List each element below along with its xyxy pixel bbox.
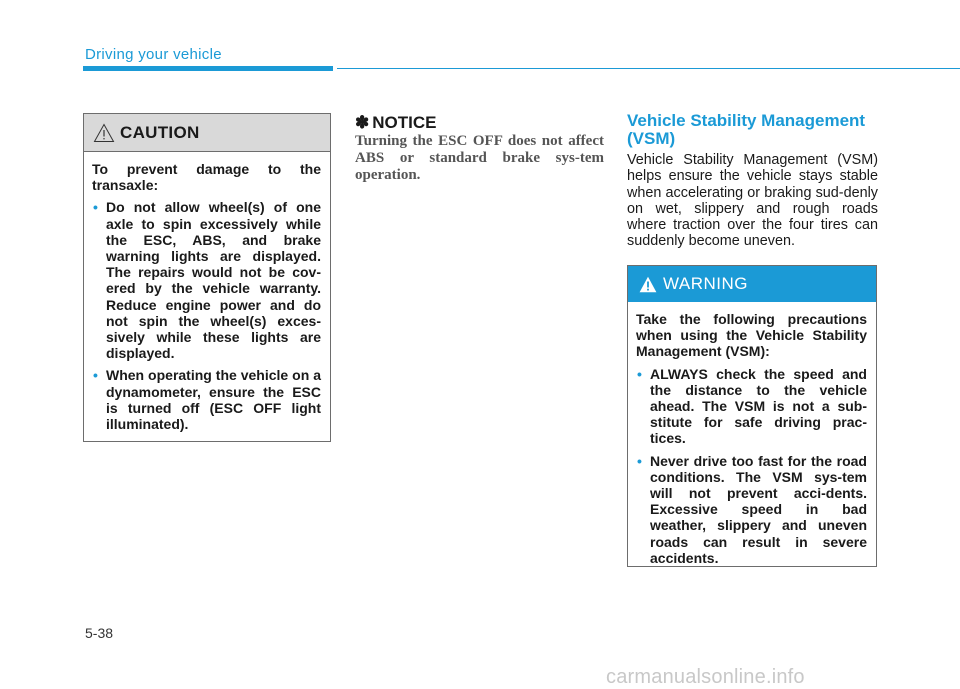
warning-intro: Take the following precautions when using the Vehicle Stability Management (VSM): <box>636 311 867 360</box>
list-item: • Never drive too fast for the road conditions. The VSM sys-tem will not prevent acci-dents. Excessive speed in bad weather, slippery and uneven roads can result in severe accidents. <box>637 452 867 566</box>
page-number: 5-38 <box>85 625 114 641</box>
warning-body <box>628 302 876 566</box>
vsm-heading: Vehicle Stability Management (VSM) <box>627 111 866 148</box>
vsm-paragraph: Vehicle Stability Management (VSM) helps ensure the vehicle stays stable when accelerating or braking sud-denly on wet, slippery and rough roads where traction over the four tires can suddenly become uneven. <box>627 152 878 250</box>
header-rule-thin <box>337 68 960 69</box>
list-item: • ALWAYS check the speed and the distance to the vehicle ahead. The VSM is not a sub-stitute for safe driving prac-tices. <box>637 365 867 447</box>
warning-box <box>627 265 877 567</box>
warning-header <box>628 266 876 302</box>
list-item: • Do not allow wheel(s) of one axle to spin excessively while the ESC, ABS, and brake warning lights are displayed. The repairs would not be cov-ered by the vehicle warranty. Reduce engine power and do not spin the wheel(s) exces-sively while these lights are displayed. <box>93 199 321 362</box>
bullet-icon: • <box>637 452 642 469</box>
notice-text: Turning the ESC OFF does not affect ABS or standard brake sys-tem operation. <box>355 133 604 183</box>
warning-list <box>636 366 867 566</box>
notice-title: ✽ NOTICE <box>355 113 437 132</box>
watermark: carmanualsonline.info <box>606 666 805 688</box>
caution-body <box>84 152 330 432</box>
caution-header <box>84 114 330 152</box>
warning-label: WARNING <box>663 274 749 293</box>
caution-list <box>92 199 321 432</box>
notice-star-icon: ✽ <box>355 113 370 132</box>
section-title: Driving your vehicle <box>85 46 222 63</box>
list-item: • When operating the vehicle on a dynamometer, ensure the ESC is turned off (ESC OFF light illuminated). <box>93 367 321 433</box>
caution-box <box>83 113 331 442</box>
bullet-icon: • <box>637 365 642 382</box>
caution-intro: To prevent damage to the transaxle: <box>92 161 321 194</box>
bullet-icon: • <box>93 199 98 216</box>
header-rule-thick <box>83 66 333 71</box>
warning-triangle-icon <box>639 276 657 293</box>
caution-label: CAUTION <box>120 122 200 142</box>
caution-triangle-icon <box>93 123 115 143</box>
bullet-icon: • <box>93 367 98 384</box>
